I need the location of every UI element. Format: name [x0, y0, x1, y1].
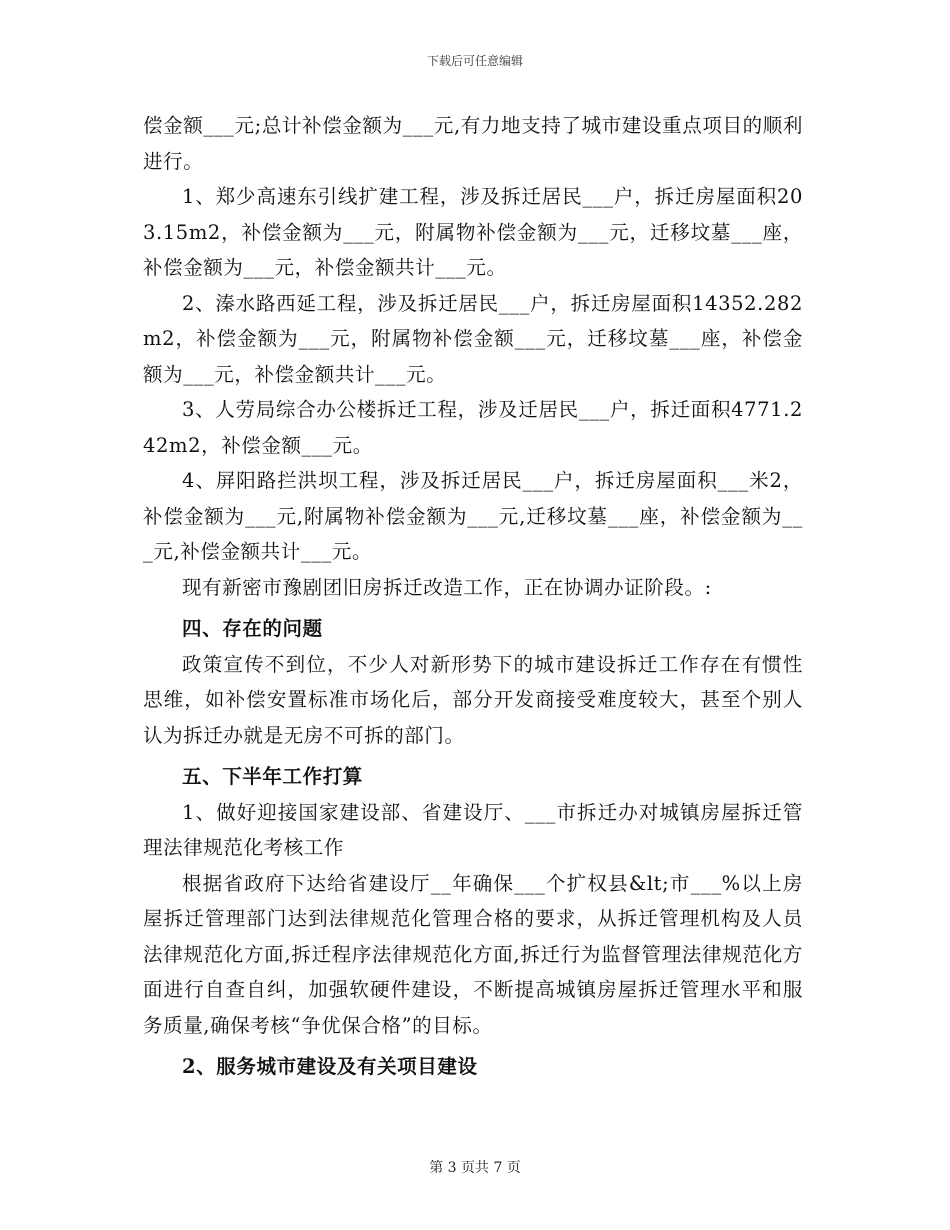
section-heading: 四、存在的问题 [182, 617, 323, 640]
body-paragraph: 3、人劳局综合办公楼拆迁工程，涉及迁居民___户，拆迁面积4771.242m2，补偿金额___元。 [143, 398, 803, 457]
body-paragraph: 4、屏阳路拦洪坝工程，涉及拆迁居民___户，拆迁房屋面积___米2，补偿金额为___元,附属物补偿金额为___元,迁移坟墓___座，补偿金额为___元,补偿金额共计___元。 [143, 469, 803, 563]
document-body [143, 108, 803, 1085]
page-footer: 第 3 页共 7 页 [429, 1160, 521, 1176]
body-paragraph: 根据省政府下达给省建设厅__年确保___个扩权县&lt;市___%以上房屋拆迁管理部门达到法律规范化管理合格的要求，从拆迁管理机构及人员法律规范化方面,拆迁程序法律规范化方面,拆迁行为监督管理法律规范化方面进行自查自纠，加强软硬件建设，不断提高城镇房屋拆迁管理水平和服务质量,确保考核“争优保合格”的目标。 [143, 871, 803, 1037]
body-paragraph: 政策宣传不到位，不少人对新形势下的城市建设拆迁工作存在有惯性思维，如补偿安置标准市场化后，部分开发商接受难度较大，甚至个别人认为拆迁办就是无房不可拆的部门。 [143, 652, 803, 747]
section-heading: 2、服务城市建设及有关项目建设 [182, 1055, 478, 1078]
body-paragraph: 2、溱水路西延工程，涉及拆迁居民___户，拆迁房屋面积14352.282m2，补偿金额为___元，附属物补偿金额___元，迁移坟墓___座，补偿金额为___元，补偿金额共计___元。 [143, 291, 803, 386]
body-paragraph: 偿金额___元;总计补偿金额为___元,有力地支持了城市建设重点项目的顺利进行。 [143, 114, 803, 173]
page-header: 下载后可任意编辑 [426, 54, 523, 68]
body-paragraph: 1、郑少高速东引线扩建工程，涉及拆迁居民___户，拆迁房屋面积203.15m2，补偿金额为___元，附属物补偿金额为___元，迁移坟墓___座，补偿金额为___元，补偿金额共计___元。 [143, 185, 803, 279]
body-paragraph: 现有新密市豫剧团旧房拆迁改造工作，正在协调办证阶段。: [182, 575, 712, 599]
section-heading: 五、下半年工作打算 [182, 765, 363, 788]
body-paragraph: 1、做好迎接国家建设部、省建设厅、___市拆迁办对城镇房屋拆迁管理法律规范化考核工作 [143, 800, 803, 859]
